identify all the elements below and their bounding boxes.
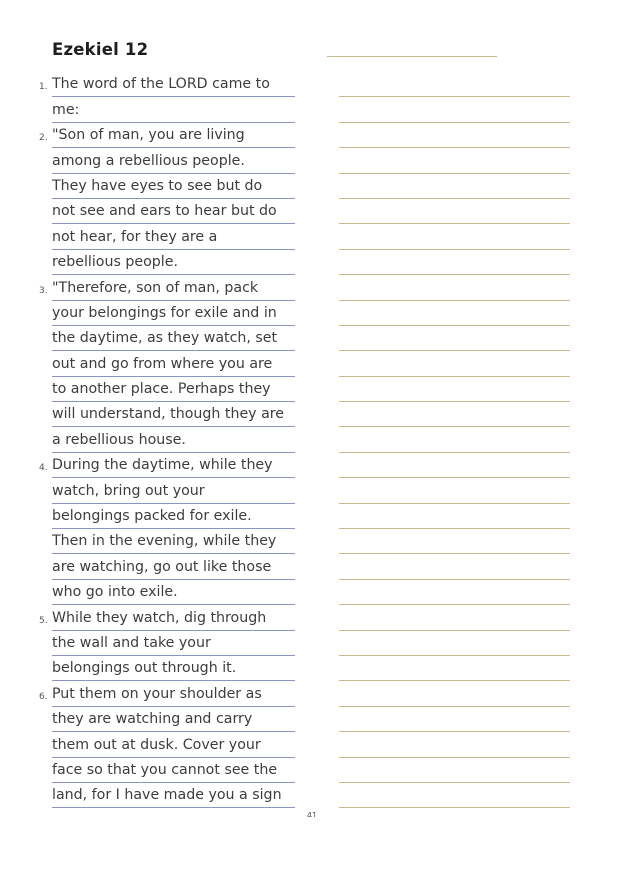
verse-text: "Son of man, you are living [52,127,245,144]
writing-line[interactable] [0,72,624,97]
verse-text: me: [52,101,80,118]
writing-line[interactable] [0,351,624,376]
writing-line[interactable] [0,301,624,326]
verse-text: your belongings for exile and in [52,304,277,321]
verse-text: During the daytime, while they [52,457,273,474]
verse-text: the wall and take your [52,634,211,651]
verse-number: 1. [39,82,48,93]
verse-text: to another place. Perhaps they [52,381,271,398]
writing-line[interactable] [0,123,624,148]
verse-text: will understand, though they are [52,406,285,423]
verse-text: face so that you cannot see the [52,761,278,778]
writing-line[interactable] [0,656,624,681]
verse-text: belongings packed for exile. [52,508,252,525]
verse-number: 2. [39,133,48,144]
verse-text: they are watching and carry [52,711,253,728]
verse-text: While they watch, dig through [52,609,267,626]
writing-line[interactable] [0,377,624,402]
verse-text: Put them on your shoulder as [52,685,262,702]
writing-line[interactable] [0,504,624,529]
writing-line[interactable] [0,783,624,808]
verse-text: who go into exile. [52,584,178,601]
verse-number: 5. [39,615,48,626]
verse-text: not see and ears to hear but do [52,203,277,220]
verse-text: watch, bring out your [52,482,205,499]
writing-line[interactable] [0,148,624,173]
verse-text: are watching, go out like those [52,558,272,575]
writing-line[interactable] [0,554,624,579]
writing-line[interactable] [0,427,624,452]
verse-text: them out at dusk. Cover your [52,736,261,753]
verse-text: a rebellious house. [52,431,186,448]
verse-text: belongings out through it. [52,660,237,677]
verse-text: among a rebellious people. [52,152,245,169]
page-number: 41 [306,812,318,817]
verse-text: land, for I have made you a sign [52,787,282,804]
verse-number: 6. [39,691,48,702]
writing-line[interactable] [0,580,624,605]
writing-line[interactable] [0,478,624,503]
verse-text: not hear, for they are a [52,228,218,245]
writing-line[interactable] [0,707,624,732]
writing-line[interactable] [0,631,624,656]
writing-line[interactable] [0,732,624,757]
writing-line[interactable] [0,453,624,478]
writing-line-rule [339,807,570,808]
writing-line[interactable] [0,529,624,554]
writing-line[interactable] [0,681,624,706]
verse-number: 4. [39,463,48,474]
writing-practice-column [0,72,624,808]
writing-line[interactable] [0,250,624,275]
verse-text: the daytime, as they watch, set [52,330,278,347]
writing-line[interactable] [0,402,624,427]
writing-line[interactable] [0,199,624,224]
writing-line[interactable] [0,758,624,783]
page-title: Ezekiel 12 [52,40,149,59]
verse-text: The word of the LORD came to [52,76,270,93]
title-writing-line[interactable] [327,56,497,57]
verse-number: 3. [39,285,48,296]
writing-line[interactable] [0,174,624,199]
verse-text: Then in the evening, while they [52,533,277,550]
writing-line[interactable] [0,326,624,351]
verse-text: out and go from where you are [52,355,273,372]
verse-text: "Therefore, son of man, pack [52,279,259,296]
writing-line[interactable] [0,224,624,249]
verse-text: They have eyes to see but do [52,177,263,194]
verse-text: rebellious people. [52,254,178,271]
writing-line[interactable] [0,275,624,300]
writing-line[interactable] [0,605,624,630]
writing-line[interactable] [0,97,624,122]
